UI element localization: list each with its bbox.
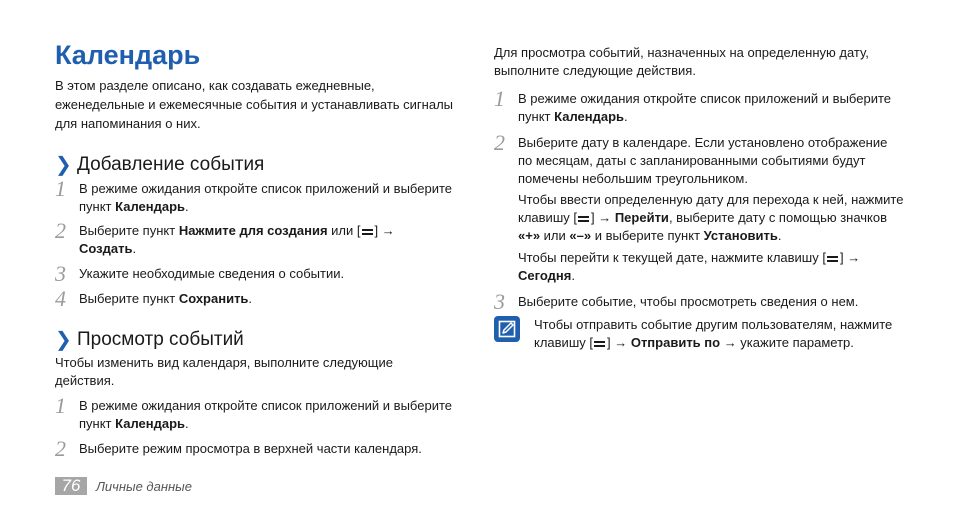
step-bold: Установить bbox=[703, 228, 778, 243]
section-title: Просмотр событий bbox=[77, 329, 244, 350]
note-pencil-icon bbox=[494, 316, 520, 342]
step-item bbox=[55, 261, 455, 286]
step-bold: «+» bbox=[518, 228, 541, 243]
menu-key-icon bbox=[827, 254, 839, 263]
menu-key-icon bbox=[362, 227, 374, 236]
step-number: 1 bbox=[494, 86, 505, 111]
step-text: Чтобы ввести определенную дату для перехода к ней, нажмите клавишу [ bbox=[518, 192, 904, 225]
chevron-right-icon: ❯ bbox=[55, 329, 72, 351]
right-column bbox=[494, 44, 904, 352]
page-number: 76 bbox=[55, 477, 87, 495]
section-title: Добавление события bbox=[77, 154, 265, 175]
step-number: 2 bbox=[494, 130, 505, 155]
footer-section-name: Личные данные bbox=[96, 478, 192, 494]
step-text: . bbox=[571, 268, 575, 283]
step-subparagraph bbox=[494, 191, 904, 245]
section-intro: Чтобы изменить вид календаря, выполните следующие действия. bbox=[55, 355, 393, 388]
note-part: → укажите параметр. bbox=[720, 335, 854, 350]
step-item bbox=[494, 86, 904, 126]
step-text: Выберите дату в календаре. Если установлено отображение по месяцам, даты с запланированными событиями будут помечены небольшим треугольником. bbox=[518, 135, 888, 186]
step-text: ] → bbox=[590, 210, 615, 225]
step-text: . bbox=[185, 416, 189, 431]
step-number: 3 bbox=[55, 261, 66, 286]
section-heading-view-events bbox=[55, 328, 455, 352]
step-item bbox=[55, 436, 455, 461]
step-number: 2 bbox=[55, 436, 66, 461]
left-column bbox=[55, 38, 455, 461]
step-number: 1 bbox=[55, 393, 66, 418]
step-number: 4 bbox=[55, 286, 66, 311]
note-text bbox=[534, 316, 904, 352]
step-item bbox=[55, 218, 455, 258]
step-text: Укажите необходимые сведения о событии. bbox=[79, 266, 345, 281]
step-bold: Календарь bbox=[115, 416, 186, 431]
step-item bbox=[494, 130, 904, 188]
step-item bbox=[494, 289, 904, 314]
step-text: Выберите пункт bbox=[79, 223, 179, 238]
step-text: Выберите пункт bbox=[79, 291, 179, 306]
step-number: 3 bbox=[494, 289, 505, 314]
step-bold: Календарь bbox=[554, 109, 625, 124]
note-block bbox=[494, 316, 904, 352]
step-text: В режиме ожидания откройте список приложений и выберите пункт bbox=[518, 91, 891, 124]
step-text: или bbox=[540, 228, 570, 243]
step-text: . bbox=[132, 241, 137, 256]
step-item bbox=[55, 176, 455, 216]
step-text: ] → bbox=[374, 223, 395, 238]
step-text: . bbox=[185, 199, 189, 214]
note-part: Чтобы отправить событие другим пользователям, нажмите клавишу [ bbox=[534, 317, 893, 350]
step-text: ] → bbox=[839, 250, 861, 265]
section-heading-add-event bbox=[55, 153, 455, 177]
step-text: В режиме ожидания откройте список приложений и выберите пункт bbox=[79, 398, 452, 431]
note-part: ] → bbox=[606, 335, 631, 350]
step-text: . bbox=[777, 228, 782, 243]
page-title: Календарь bbox=[55, 40, 201, 70]
menu-key-icon bbox=[594, 339, 606, 348]
step-text: Выберите режим просмотра в верхней части календаря. bbox=[79, 441, 422, 456]
step-item bbox=[55, 286, 455, 311]
page-footer bbox=[55, 477, 192, 495]
step-text: . bbox=[624, 109, 628, 124]
step-item bbox=[55, 393, 455, 433]
right-intro: Для просмотра событий, назначенных на определенную дату, выполните следующие действия. bbox=[494, 45, 869, 78]
step-bold: Сегодня bbox=[518, 268, 572, 283]
step-bold: Создать bbox=[79, 241, 133, 256]
step-text: и выберите пункт bbox=[591, 228, 704, 243]
note-bold: Отправить по bbox=[630, 335, 721, 350]
step-text: Выберите событие, чтобы просмотреть сведения о нем. bbox=[518, 294, 859, 309]
menu-key-icon bbox=[578, 214, 590, 223]
step-text: . bbox=[248, 291, 253, 306]
step-bold: Сохранить bbox=[178, 291, 249, 306]
step-number: 2 bbox=[55, 218, 66, 243]
chevron-right-icon: ❯ bbox=[55, 154, 72, 176]
step-number: 1 bbox=[55, 176, 66, 201]
step-text: или [ bbox=[327, 223, 361, 238]
step-text: В режиме ожидания откройте список приложений и выберите пункт bbox=[79, 181, 452, 214]
step-bold: Календарь bbox=[115, 199, 186, 214]
step-subparagraph bbox=[494, 249, 904, 285]
intro-paragraph: В этом разделе описано, как создавать ежедневные, еженедельные и ежемесячные события и устанавливать сигналы для напоминания о них. bbox=[55, 78, 454, 131]
step-bold: «–» bbox=[569, 228, 592, 243]
step-bold: Перейти bbox=[614, 210, 669, 225]
step-bold: Нажмите для создания bbox=[178, 223, 328, 238]
step-text: Чтобы перейти к текущей дате, нажмите клавишу [ bbox=[518, 250, 826, 265]
step-text: , выберите дату с помощью значков bbox=[668, 210, 888, 225]
